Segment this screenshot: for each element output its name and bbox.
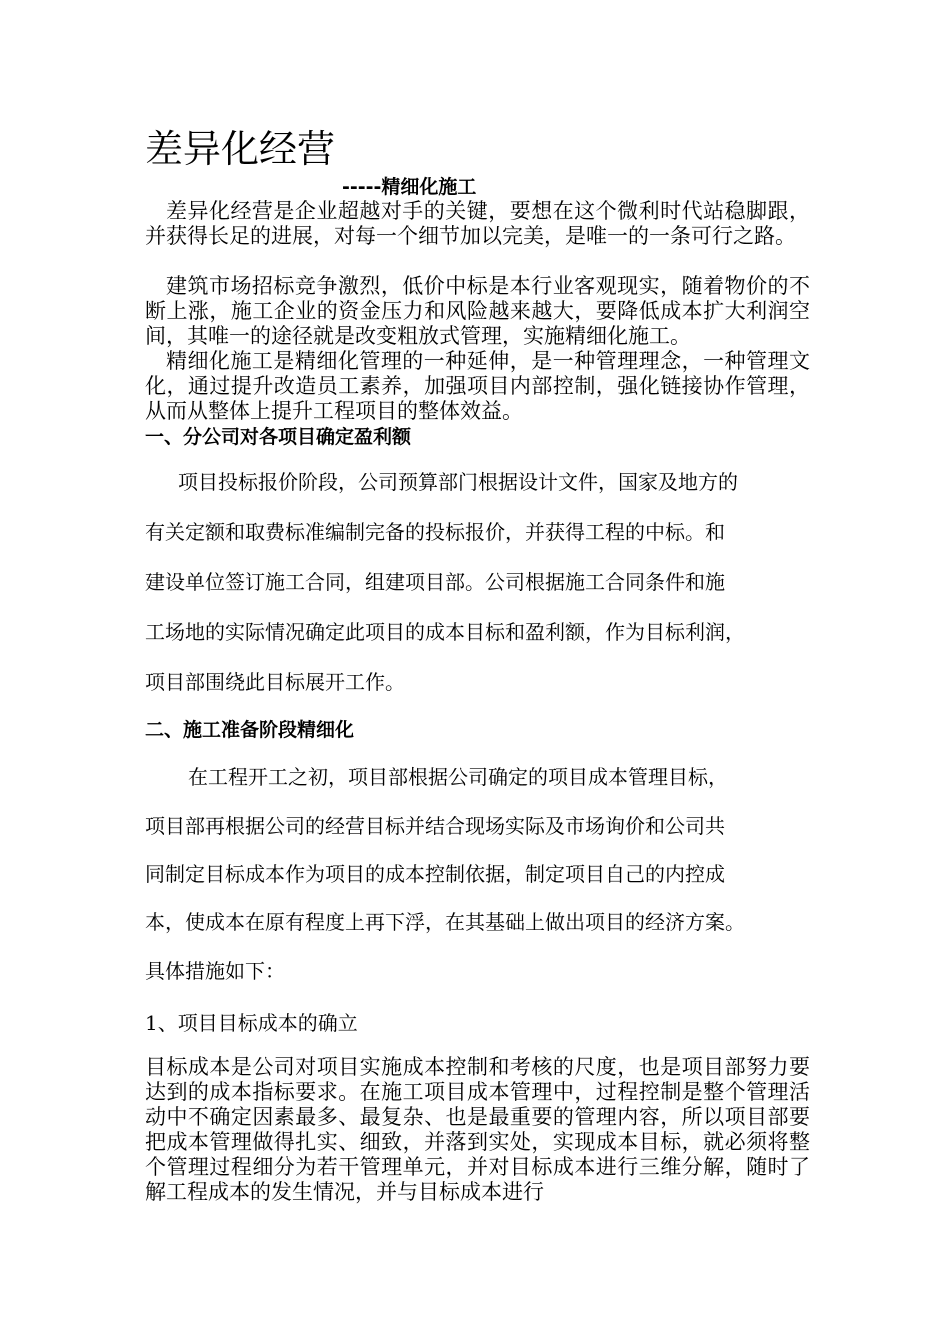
section-1-line: 工场地的实际情况确定此项目的成本目标和盈利额，作为目标利润， [145,620,745,644]
intro-paragraph-1: 差异化经营是企业超越对手的关键，要想在这个微利时代站稳脚跟，并获得长足的进展，对每一个细节加以完美，是唯一的一条可行之路。 [145,199,810,248]
section-2-line: 具体措施如下： [145,959,285,983]
document-subtitle: -----精细化施工 [342,176,477,198]
section-1-line: 建设单位签订施工合同，组建项目部。公司根据施工合同条件和施 [145,570,725,594]
section-1-line: 有关定额和取费标准编制完备的投标报价，并获得工程的中标。和 [145,520,725,544]
item-1-body: 目标成本是公司对项目实施成本控制和考核的尺度，也是项目部努力要达到的成本指标要求。在施工项目成本管理中，过程控制是整个管理活动中不确定因素最多、最复杂、也是最重要的管理内容，所以项目部要把成本管理做得扎实、细致，并落到实处，实现成本目标，就必须将整个管理过程细分为若干管理单元，并对目标成本进行三维分解，随时了解工程成本的发生情况，并与目标成本进行 [145,1055,810,1204]
section-2-heading: 二、施工准备阶段精细化 [145,719,355,741]
section-1-line: 项目投标报价阶段，公司预算部门根据设计文件，国家及地方的 [178,470,738,494]
intro-paragraph-3: 精细化施工是精细化管理的一种延伸，是一种管理理念，一种管理文化，通过提升改造员工素养，加强项目内部控制，强化链接协作管理，从而从整体上提升工程项目的整体效益。 [145,349,810,423]
section-2-line: 同制定目标成本作为项目的成本控制依据，制定项目自己的内控成 [145,862,725,886]
section-2-line: 在工程开工之初，项目部根据公司确定的项目成本管理目标， [188,765,728,789]
document-title: 差异化经营 [145,127,336,171]
item-1-title: 1、项目目标成本的确立 [145,1011,358,1035]
section-2-line: 本，使成本在原有程度上再下浮，在其基础上做出项目的经济方案。 [145,910,745,934]
section-1-line: 项目部围绕此目标展开工作。 [145,670,405,694]
section-1-heading: 一、分公司对各项目确定盈利额 [145,426,412,448]
section-2-line: 项目部再根据公司的经营目标并结合现场实际及市场询价和公司共 [145,814,725,838]
intro-paragraph-2: 建筑市场招标竞争激烈，低价中标是本行业客观现实，随着物价的不断上涨，施工企业的资金压力和风险越来越大，要降低成本扩大利润空间，其唯一的途径就是改变粗放式管理，实施精细化施工。 [145,274,810,348]
